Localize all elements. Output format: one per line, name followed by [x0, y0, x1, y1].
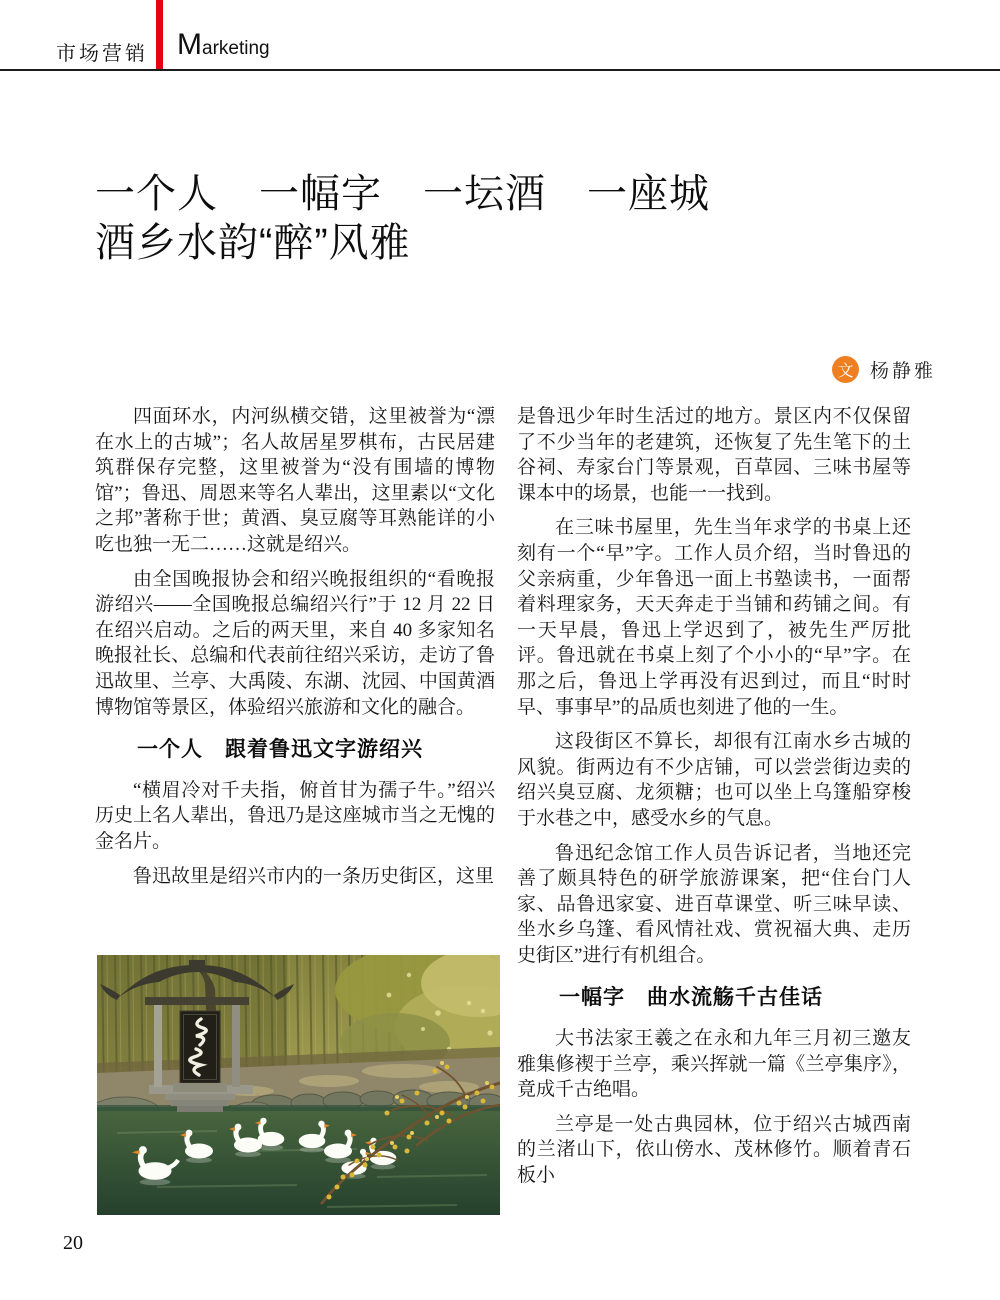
author-name: 杨静雅 — [870, 361, 937, 382]
paragraph: 鲁迅纪念馆工作人员告诉记者，当地还完善了颇具特色的研学旅游课案，把“住台门人家、品鲁迅家宴、进百草课堂、听三味早读、坐水乡乌篷、看风情社戏、赏祝福大典、走历史街区”进行有机组合。 — [517, 842, 911, 966]
section-title-cn: 市场营销 — [56, 43, 148, 65]
paragraph: 这段街区不算长，却很有江南水乡古城的风貌。街两边有不少店铺，可以尝尝街边卖的绍兴臭豆腐、龙须糖；也可以坐上乌篷船穿梭于水巷之中，感受水乡的气息。 — [517, 731, 911, 829]
right-column — [517, 404, 911, 1198]
paragraph: 由全国晚报协会和绍兴晚报组织的“看晚报游绍兴——全国晚报总编绍兴行”于 12 月 22 日在绍兴启动。之后的两天里，来自 40 多家知名晚报社长、总编和代表前往绍兴采访，走访了鲁迅故里、兰亭、大禹陵、东湖、沈园、中国黄酒博物馆等景区，体验绍兴旅游和文化的融合。 — [95, 568, 495, 718]
paragraph: “横眉冷对千夫指，俯首甘为孺子牛。”绍兴历史上名人辈出，鲁迅乃是这座城市当之无愧的金名片。 — [95, 779, 495, 852]
left-column — [95, 404, 495, 898]
section-title-en — [177, 28, 270, 62]
header-red-bar — [156, 0, 163, 70]
paragraph: 在三味书屋里，先生当年求学的书桌上还刻有一个“早”字。工作人员介绍，当时鲁迅的父亲病重，少年鲁迅一面上书塾读书，一面帮着料理家务，天天奔走于当铺和药铺之间。有一天早晨，鲁迅上学迟到了，被先生严厉批评。鲁迅就在书桌上刻了个小小的“早”字。在那之后，鲁迅上学再没有迟到过，而且“时时早、事事早”的品质也刻进了他的一生。 — [517, 517, 911, 718]
article-title-line2: 酒乡水韵“醉”风雅 — [95, 221, 411, 265]
paragraph: 兰亭是一处古典园林，位于绍兴古城西南的兰渚山下，依山傍水、茂林修竹。顺着青石板小 — [517, 1113, 911, 1187]
header-rule — [0, 69, 1000, 71]
author-badge-icon: 文 — [832, 356, 859, 383]
paragraph: 是鲁迅少年时生活过的地方。景区内不仅保留了不少当年的老建筑，还恢复了先生笔下的土谷祠、寿家台门等景观，百草园、三味书屋等课本中的场景，也能一一找到。 — [517, 406, 911, 504]
byline — [832, 356, 936, 383]
paragraph: 四面环水，内河纵横交错，这里被誉为“漂在水上的古城”；名人故居星罗棋布，古民居建筑群保存完整，这里被誉为“没有围墙的博物馆”；鲁迅、周恩来等名人辈出，这里素以“文化之邦”著称于世；黄酒、臭豆腐等耳熟能详的小吃也独一无二……这就是绍兴。 — [95, 406, 495, 555]
section-title-en-rest: arketing — [202, 38, 270, 59]
article-title — [95, 170, 710, 268]
article-photo — [97, 955, 500, 1215]
section-title-en-initial: M — [177, 28, 202, 61]
paragraph: 鲁迅故里是绍兴市内的一条历史街区，这里 — [133, 865, 495, 887]
article-title-line1: 一个人 一幅字 一坛酒 一座城 — [95, 172, 710, 216]
subheading-one-person: 一个人 跟着鲁迅文字游绍兴 — [137, 738, 423, 762]
page-number: 20 — [63, 1232, 83, 1254]
goose-pond-illustration — [97, 955, 500, 1215]
paragraph: 大书法家王羲之在永和九年三月初三邀友雅集修禊于兰亭，乘兴挥就一篇《兰亭集序》，竟成千古绝唱。 — [517, 1028, 911, 1101]
subheading-one-calligraphy: 一幅字 曲水流觞千古佳话 — [559, 986, 823, 1010]
